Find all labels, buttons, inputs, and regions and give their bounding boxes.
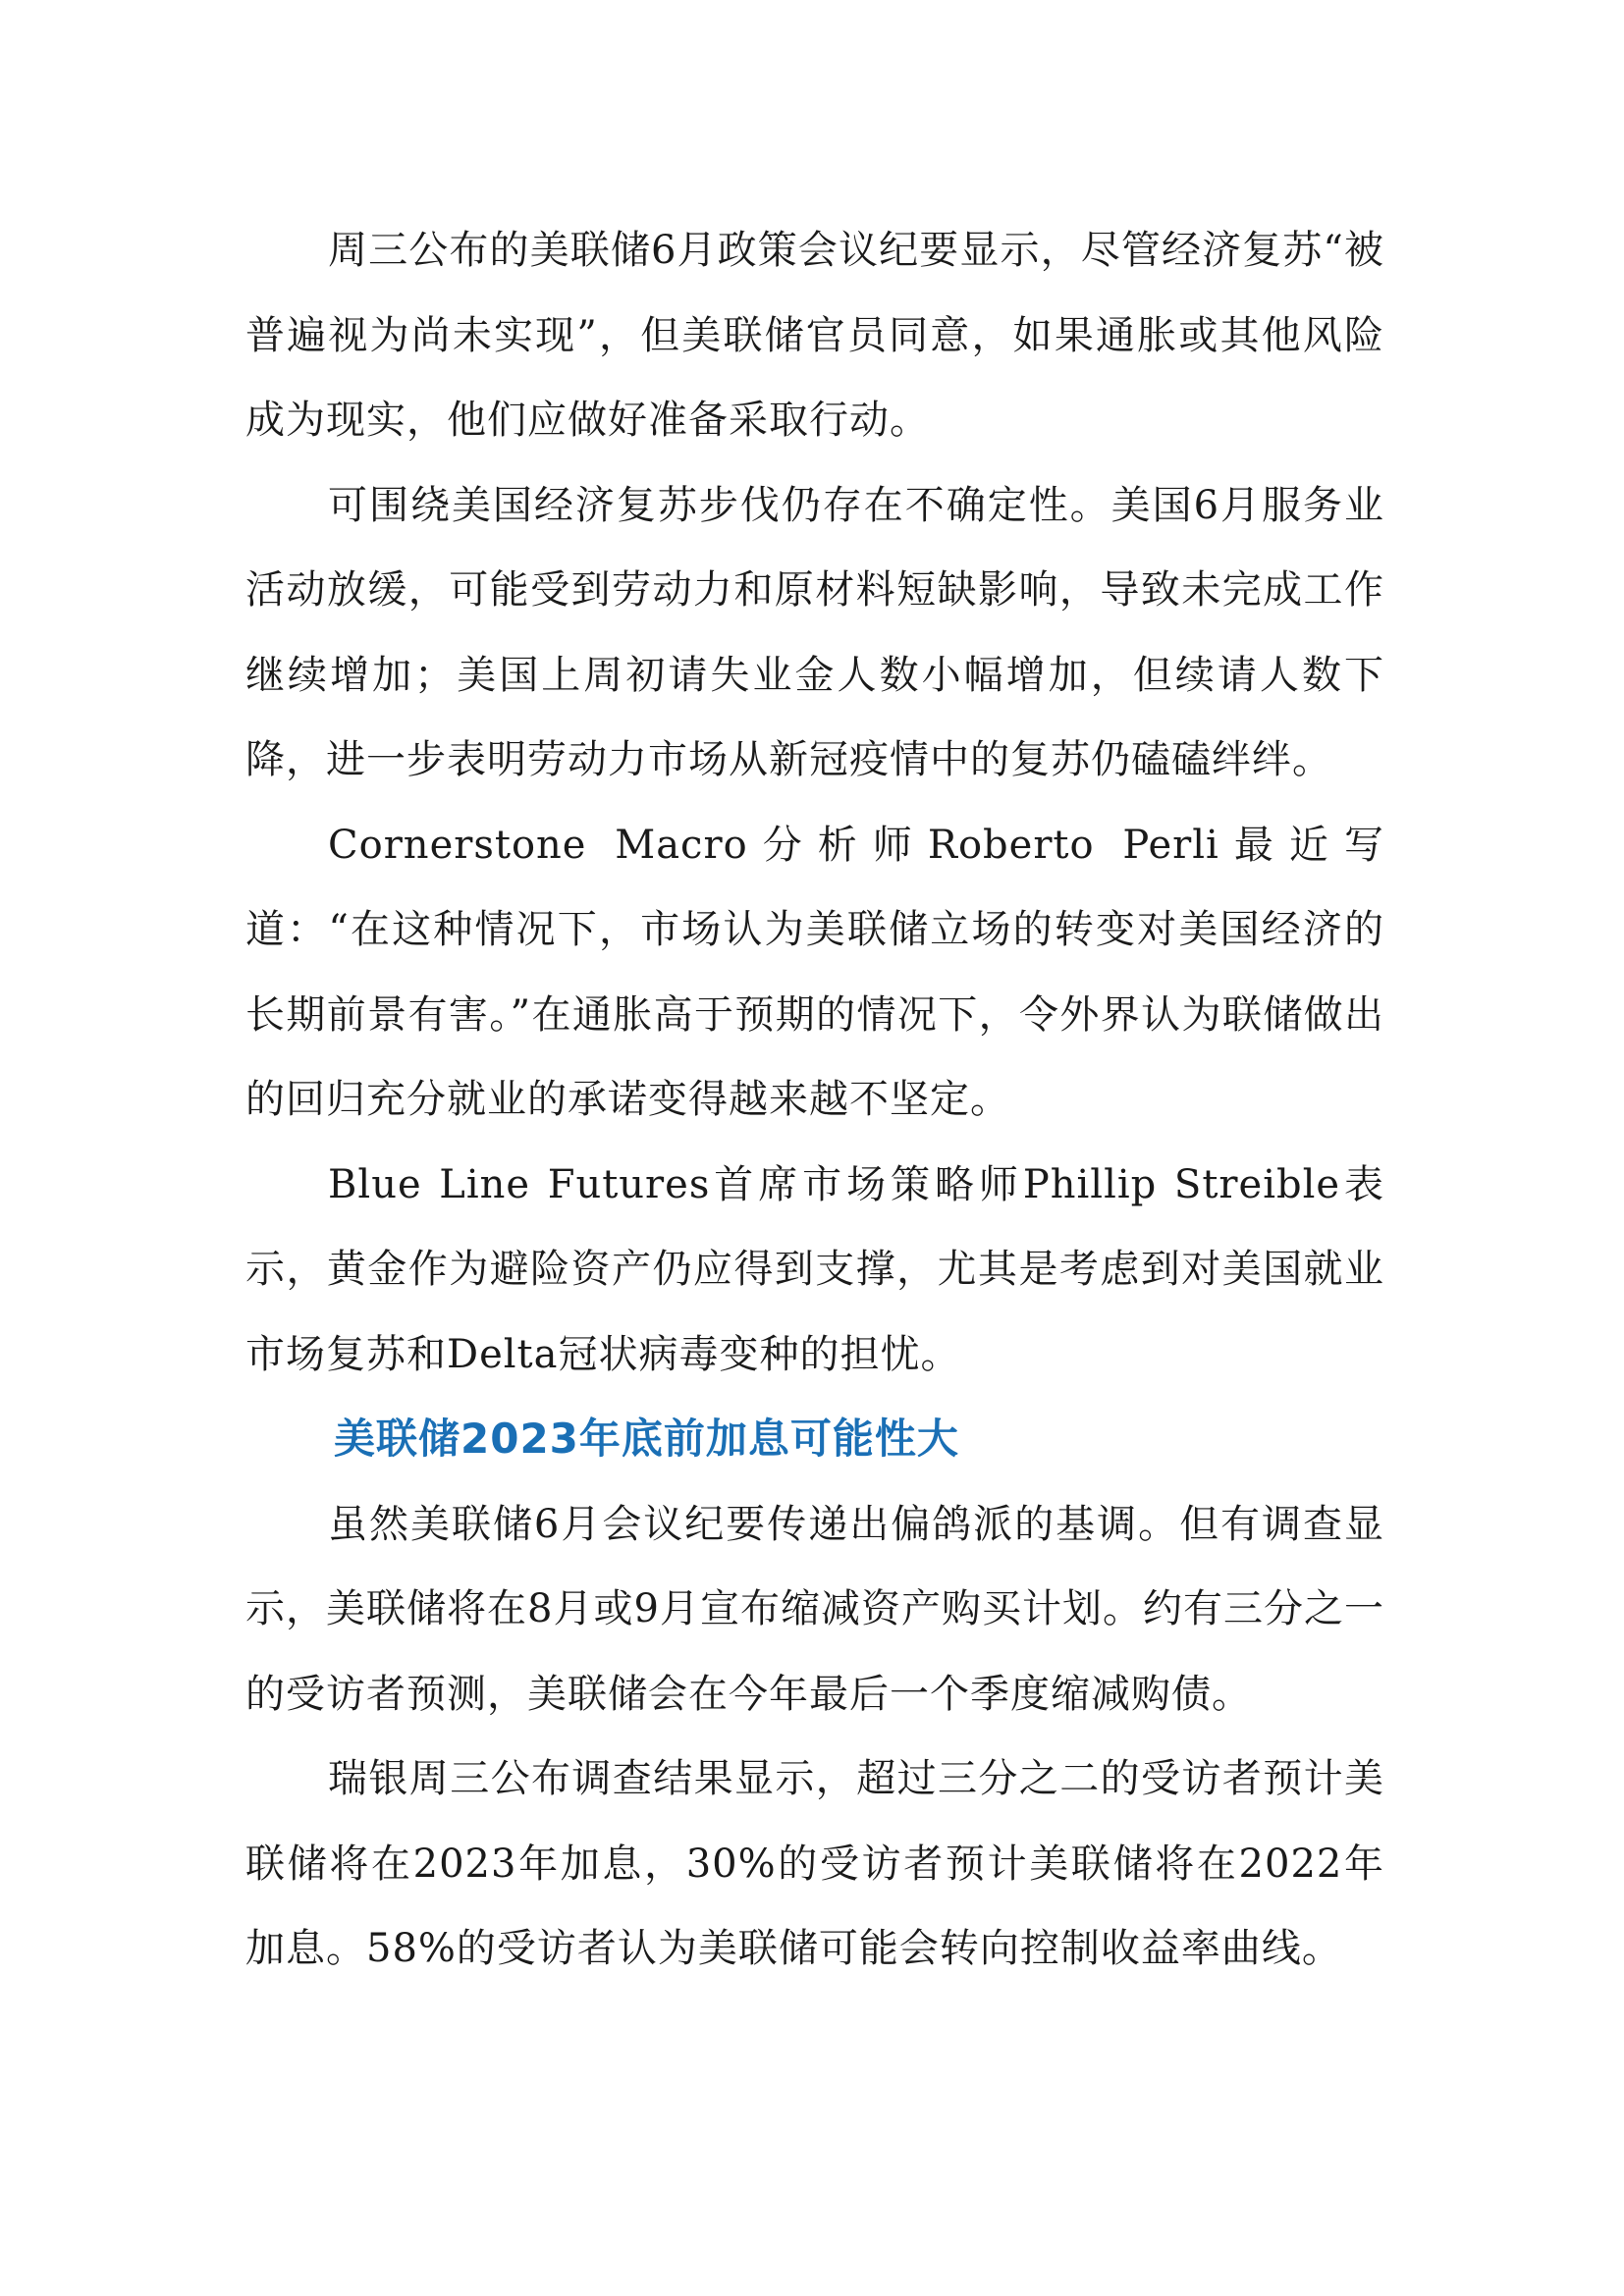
paragraph-cornerstone-quote: Cornerstone Macro分析师Roberto Perli最近写道：“在这种情况下，市场认为美联储立场的转变对美国经济的长期前景有害。”在通胀高于预期的情况下，令外界认为联储做出的回归充分就业的承诺变得越来越不坚定。: [245, 822, 1384, 1122]
section-heading: 美联储2023年底前加息可能性大: [334, 1415, 959, 1463]
paragraph-ubs-survey: 瑞银周三公布调查结果显示，超过三分之二的受访者预计美联储将在2023年加息，30%的受访者预计美联储将在2022年加息。58%的受访者认为美联储可能会转向控制收益率曲线。: [245, 1756, 1384, 1971]
paragraph-blue-line-futures: Blue Line Futures首席市场策略师Phillip Streible表示，黄金作为避险资产仍应得到支撑，尤其是考虑到对美国就业市场复苏和Delta冠状病毒变种的担忧。: [245, 1161, 1384, 1377]
document-body: [245, 208, 1384, 1992]
paragraph-economic-uncertainty: 可围绕美国经济复苏步伐仍存在不确定性。美国6月服务业活动放缓，可能受到劳动力和原材料短缺影响，导致未完成工作继续增加；美国上周初请失业金人数小幅增加，但续请人数下降，进一步表明劳动力市场从新冠疫情中的复苏仍磕磕绊绊。: [245, 482, 1384, 782]
paragraph-taper-survey: 虽然美联储6月会议纪要传递出偏鸽派的基调。但有调查显示，美联储将在8月或9月宣布缩减资产购买计划。约有三分之一的受访者预测，美联储会在今年最后一个季度缩减购债。: [245, 1501, 1384, 1717]
paragraph-fed-minutes: 周三公布的美联储6月政策会议纪要显示，尽管经济复苏“被普遍视为尚未实现”，但美联储官员同意，如果通胀或其他风险成为现实，他们应做好准备采取行动。: [245, 228, 1384, 443]
